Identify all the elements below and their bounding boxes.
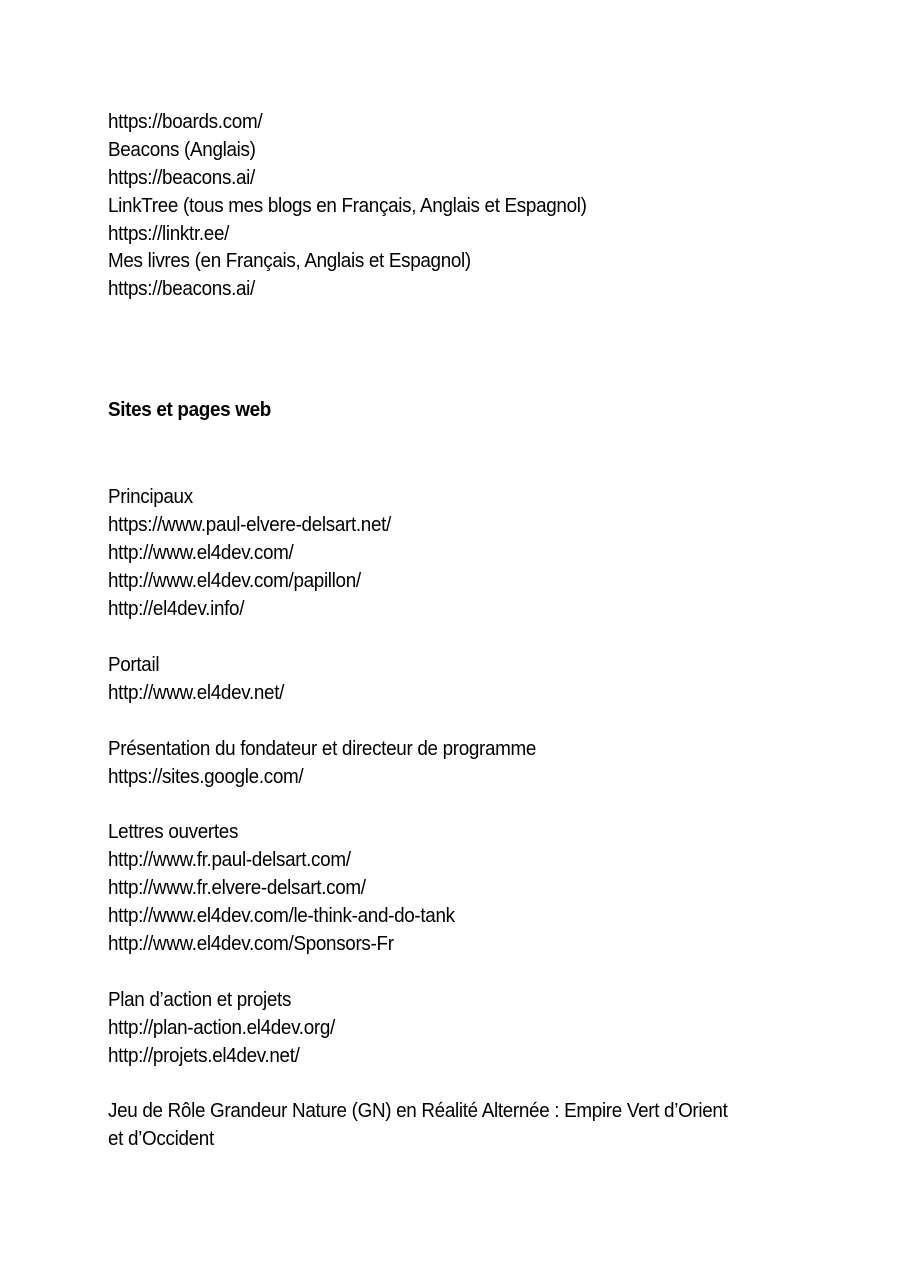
link-el4dev-papillon[interactable]: http://www.el4dev.com/papillon/ [108, 569, 361, 592]
link-fr-paul-delsart[interactable]: http://www.fr.paul-delsart.com/ [108, 848, 351, 871]
label-linktree: LinkTree (tous mes blogs en Français, Anglais et Espagnol) [108, 194, 587, 217]
link-projets[interactable]: http://projets.el4dev.net/ [108, 1044, 300, 1067]
group-label-lettres-ouvertes: Lettres ouvertes [108, 820, 239, 843]
group-label-portail: Portail [108, 653, 160, 676]
group-label-jeu-de-role-line2: et d’Occident [108, 1127, 214, 1150]
group-label-plan-action: Plan d’action et projets [108, 988, 292, 1011]
link-el4dev-net[interactable]: http://www.el4dev.net/ [108, 681, 285, 704]
label-mes-livres: Mes livres (en Français, Anglais et Espagnol) [108, 249, 471, 272]
link-fr-elvere-delsart[interactable]: http://www.fr.elvere-delsart.com/ [108, 876, 366, 899]
label-beacons: Beacons (Anglais) [108, 138, 256, 161]
link-sites-google[interactable]: https://sites.google.com/ [108, 765, 304, 788]
link-think-and-do-tank[interactable]: http://www.el4dev.com/le-think-and-do-tank [108, 904, 455, 927]
link-el4dev-com[interactable]: http://www.el4dev.com/ [108, 541, 294, 564]
link-sponsors-fr[interactable]: http://www.el4dev.com/Sponsors-Fr [108, 932, 394, 955]
link-plan-action[interactable]: http://plan-action.el4dev.org/ [108, 1016, 335, 1039]
group-label-presentation: Présentation du fondateur et directeur de programme [108, 737, 537, 760]
link-beacons[interactable]: https://beacons.ai/ [108, 166, 255, 189]
link-beacons-books[interactable]: https://beacons.ai/ [108, 277, 255, 300]
group-label-principaux: Principaux [108, 485, 193, 508]
section-title: Sites et pages web [108, 398, 271, 421]
group-label-jeu-de-role-line1: Jeu de Rôle Grandeur Nature (GN) en Réalité Alternée : Empire Vert d’Orient [108, 1099, 728, 1122]
link-linktree[interactable]: https://linktr.ee/ [108, 222, 230, 245]
link-el4dev-info[interactable]: http://el4dev.info/ [108, 597, 245, 620]
link-paul-elvere-delsart[interactable]: https://www.paul-elvere-delsart.net/ [108, 513, 391, 536]
link-boards[interactable]: https://boards.com/ [108, 110, 263, 133]
